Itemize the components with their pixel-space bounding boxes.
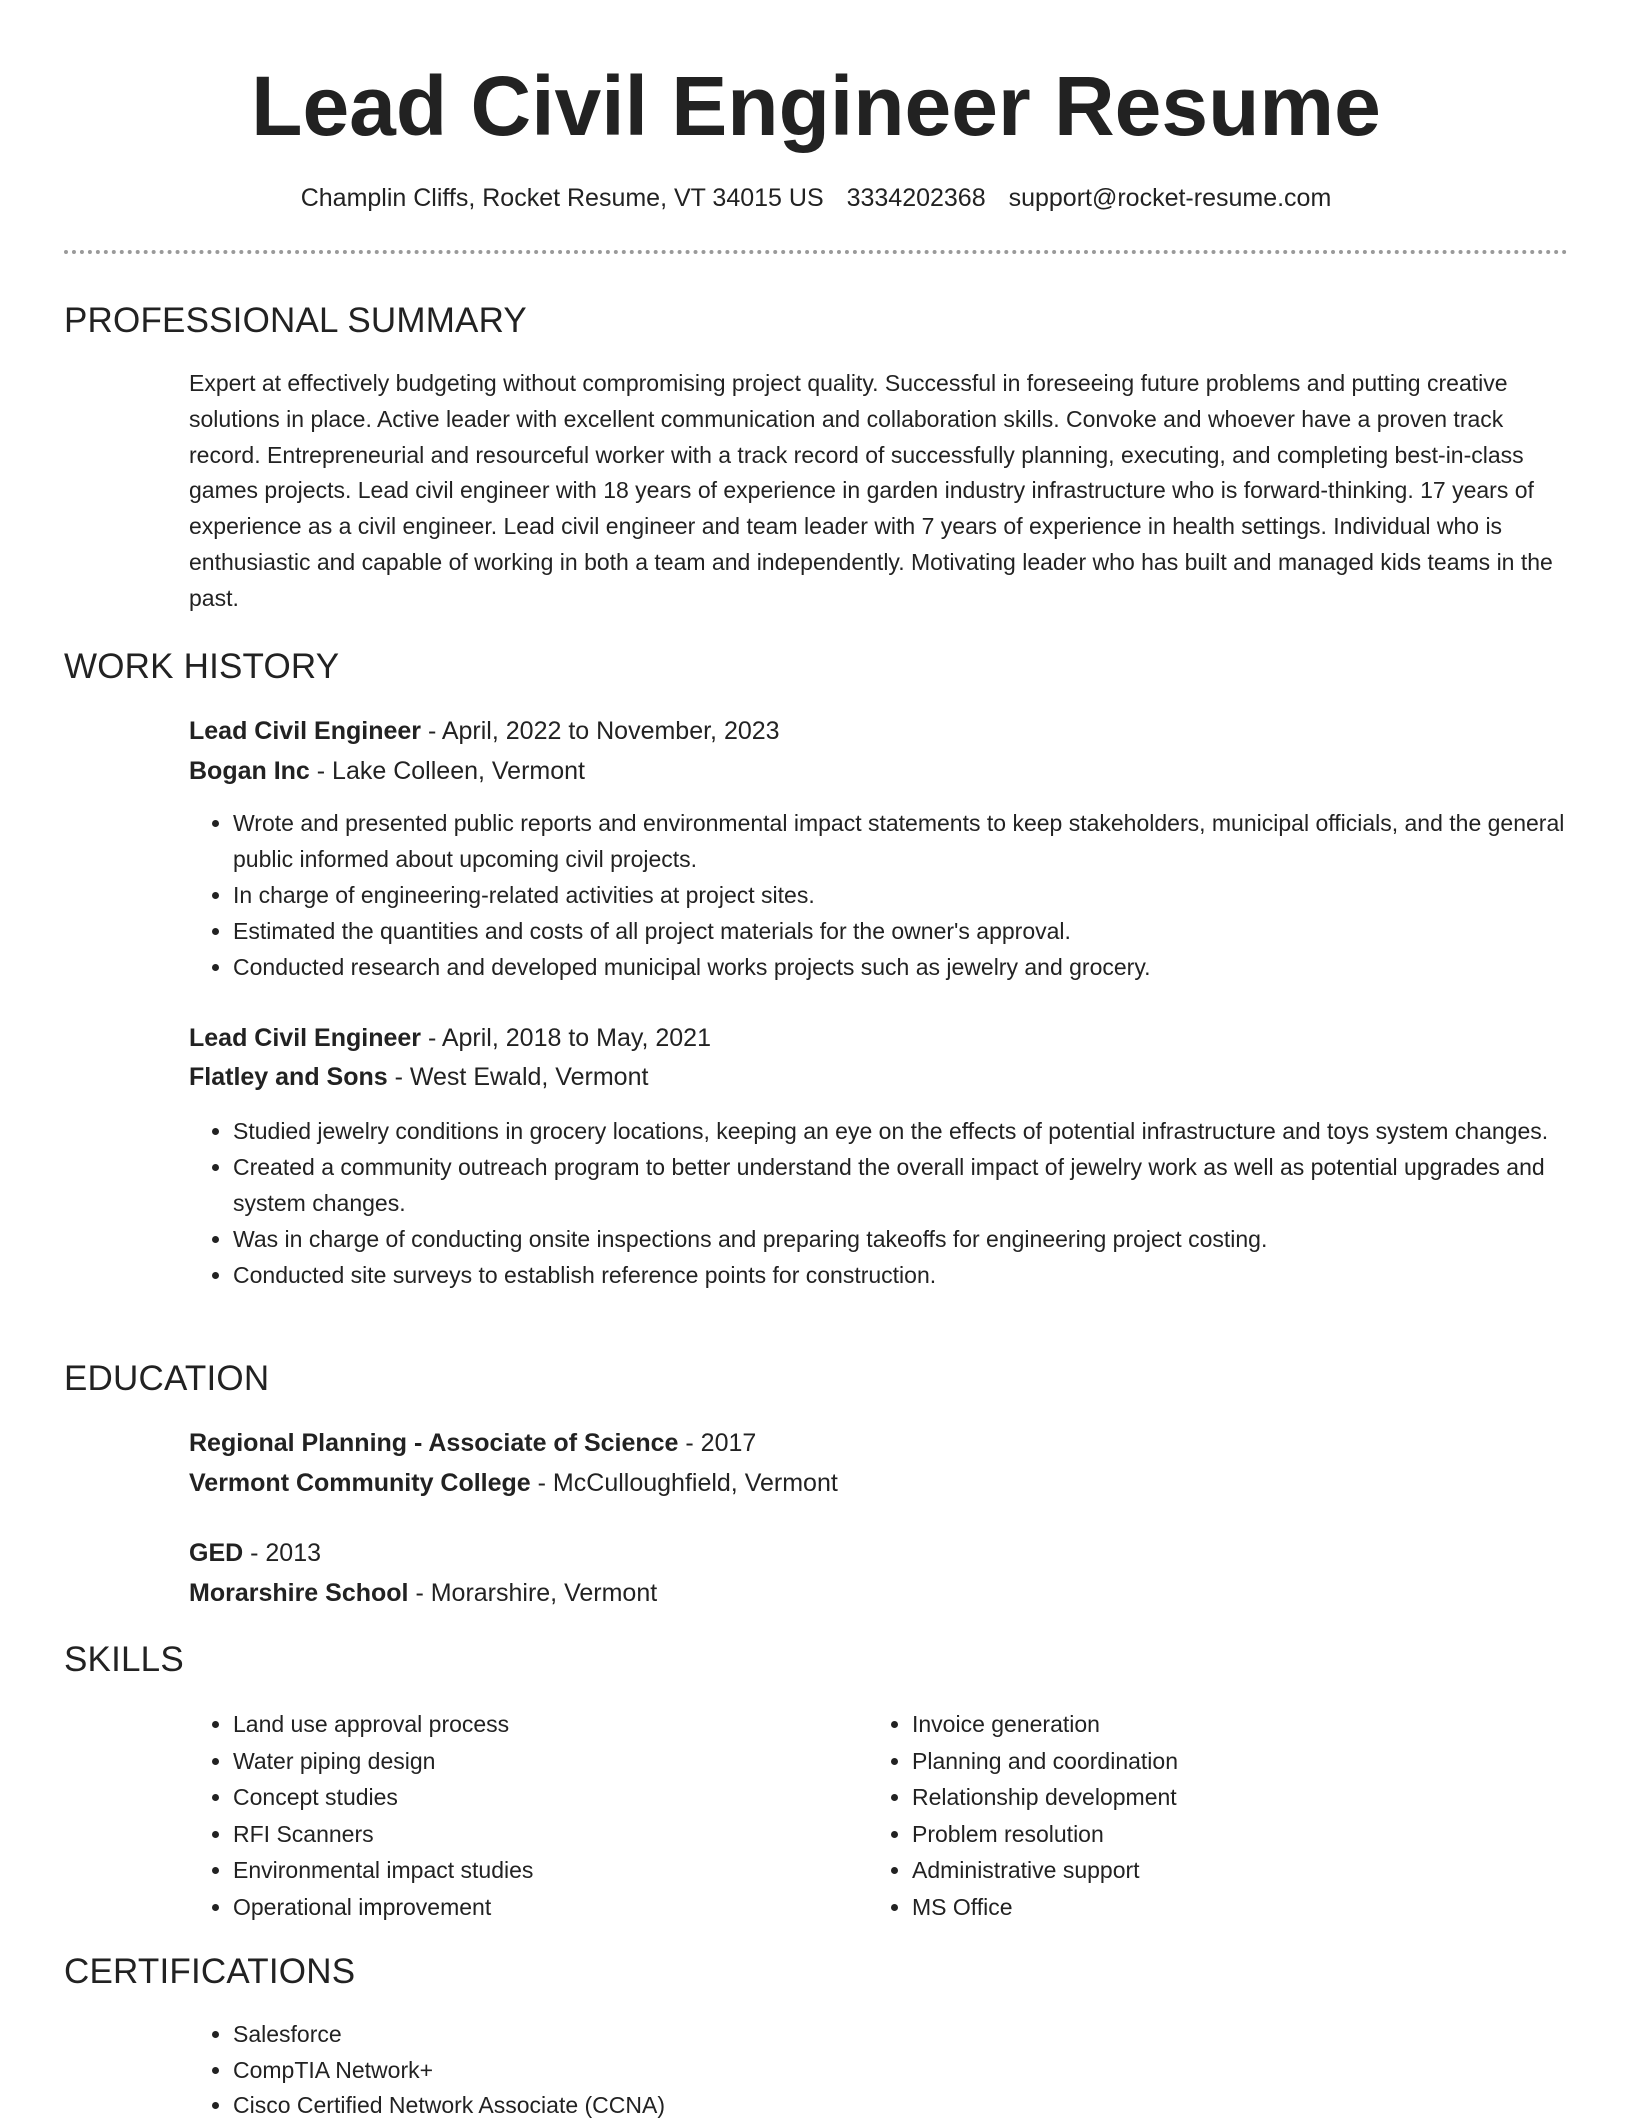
list-item: • Problem resolution bbox=[912, 1816, 1508, 1853]
list-item: • Planning and coordination bbox=[912, 1743, 1508, 1780]
list-item: • Cisco Certified Network Associate (CCNA) bbox=[233, 2088, 1569, 2124]
list-item: • Studied jewelry conditions in grocery locations, keeping an eye on the effects of potential infrastructure and toys system changes. bbox=[233, 1113, 1569, 1149]
education-degree: Regional Planning - Associate of Science bbox=[189, 1429, 679, 1457]
certifications-list bbox=[189, 2017, 1569, 2124]
job-title-line bbox=[189, 711, 1569, 751]
education-degree-line bbox=[189, 1423, 1569, 1463]
skills-heading: SKILLS bbox=[64, 1640, 184, 1679]
summary-text: Expert at effectively budgeting without compromising project quality. Successful in foreseeing future problems and putting creative solutions in place. Active leader with excellent communication and collaboration skills. Convoke and whoever have a proven track record. Entrepreneurial and resourceful worker with a track record of successfully planning, executing, and completing best-in-class games projects. Lead civil engineer with 18 years of experience in garden industry infrastructure who is forward-thinking. 17 years of experience as a civil engineer. Lead civil engineer and team leader with 7 years of experience in health settings. Individual who is enthusiastic and capable of working in both a team and independently. Motivating leader who has built and managed kids teams in the past. bbox=[189, 370, 1553, 611]
header-divider bbox=[64, 250, 1568, 254]
list-item: • In charge of engineering-related activities at project sites. bbox=[233, 877, 1569, 913]
job-bullets bbox=[189, 1113, 1569, 1293]
education-school: Morarshire School bbox=[189, 1579, 409, 1607]
education-location: - McCulloughfield, Vermont bbox=[530, 1469, 838, 1497]
job-company: Bogan Inc bbox=[189, 757, 310, 785]
education-year: - 2017 bbox=[678, 1429, 757, 1457]
resume-title: Lead Civil Engineer Resume bbox=[251, 59, 1381, 153]
list-item: • Salesforce bbox=[233, 2017, 1569, 2053]
certifications-heading: CERTIFICATIONS bbox=[64, 1952, 356, 1991]
education-degree-line bbox=[189, 1533, 1569, 1573]
list-item: • Invoice generation bbox=[912, 1706, 1508, 1743]
list-item: • Estimated the quantities and costs of all project materials for the owner's approval. bbox=[233, 913, 1569, 949]
list-item: • Environmental impact studies bbox=[233, 1852, 829, 1889]
contact-phone: 3334202368 bbox=[846, 184, 986, 212]
list-item: • Conducted research and developed municipal works projects such as jewelry and grocery. bbox=[233, 949, 1569, 985]
list-item: • RFI Scanners bbox=[233, 1816, 829, 1853]
contact-email: support@rocket-resume.com bbox=[1008, 184, 1332, 212]
job-company-line bbox=[189, 1057, 1569, 1097]
list-item: • Was in charge of conducting onsite inspections and preparing takeoffs for engineering project costing. bbox=[233, 1221, 1569, 1257]
job-dates: - April, 2018 to May, 2021 bbox=[421, 1024, 711, 1052]
job-company-line bbox=[189, 751, 1569, 791]
list-item: • Conducted site surveys to establish reference points for construction. bbox=[233, 1257, 1569, 1293]
education-year: - 2013 bbox=[243, 1539, 322, 1567]
list-item: • Created a community outreach program to better understand the overall impact of jewelry work as well as potential upgrades and system changes. bbox=[233, 1149, 1569, 1221]
job-bullets bbox=[189, 805, 1569, 985]
list-item: • Wrote and presented public reports and environmental impact statements to keep stakeholders, municipal officials, and the general public informed about upcoming civil projects. bbox=[233, 805, 1569, 877]
list-item: • MS Office bbox=[912, 1889, 1508, 1926]
skills-list-left bbox=[189, 1706, 829, 1926]
work-history-heading: WORK HISTORY bbox=[64, 647, 340, 686]
job-location: - West Ewald, Vermont bbox=[387, 1063, 649, 1091]
job-title-line bbox=[189, 1018, 1569, 1058]
list-item: • Relationship development bbox=[912, 1779, 1508, 1816]
contact-address: Champlin Cliffs, Rocket Resume, VT 34015 US bbox=[300, 184, 824, 212]
education-heading: EDUCATION bbox=[64, 1359, 270, 1398]
education-school-line bbox=[189, 1463, 1569, 1503]
list-item: • Concept studies bbox=[233, 1779, 829, 1816]
list-item: • Operational improvement bbox=[233, 1889, 829, 1926]
summary-heading: PROFESSIONAL SUMMARY bbox=[64, 301, 527, 340]
list-item: • Administrative support bbox=[912, 1852, 1508, 1889]
education-degree: GED bbox=[189, 1539, 244, 1567]
education-location: - Morarshire, Vermont bbox=[408, 1579, 658, 1607]
education-school: Vermont Community College bbox=[189, 1469, 531, 1497]
job-dates: - April, 2022 to November, 2023 bbox=[421, 717, 780, 745]
skills-list-right bbox=[868, 1706, 1508, 1926]
list-item: • CompTIA Network+ bbox=[233, 2053, 1569, 2089]
list-item: • Water piping design bbox=[233, 1743, 829, 1780]
job-location: - Lake Colleen, Vermont bbox=[309, 757, 585, 785]
job-title: Lead Civil Engineer bbox=[189, 717, 422, 745]
job-company: Flatley and Sons bbox=[189, 1063, 388, 1091]
job-title: Lead Civil Engineer bbox=[189, 1024, 422, 1052]
education-school-line bbox=[189, 1573, 1569, 1613]
contact-info bbox=[0, 180, 1632, 216]
list-item: • Land use approval process bbox=[233, 1706, 829, 1743]
